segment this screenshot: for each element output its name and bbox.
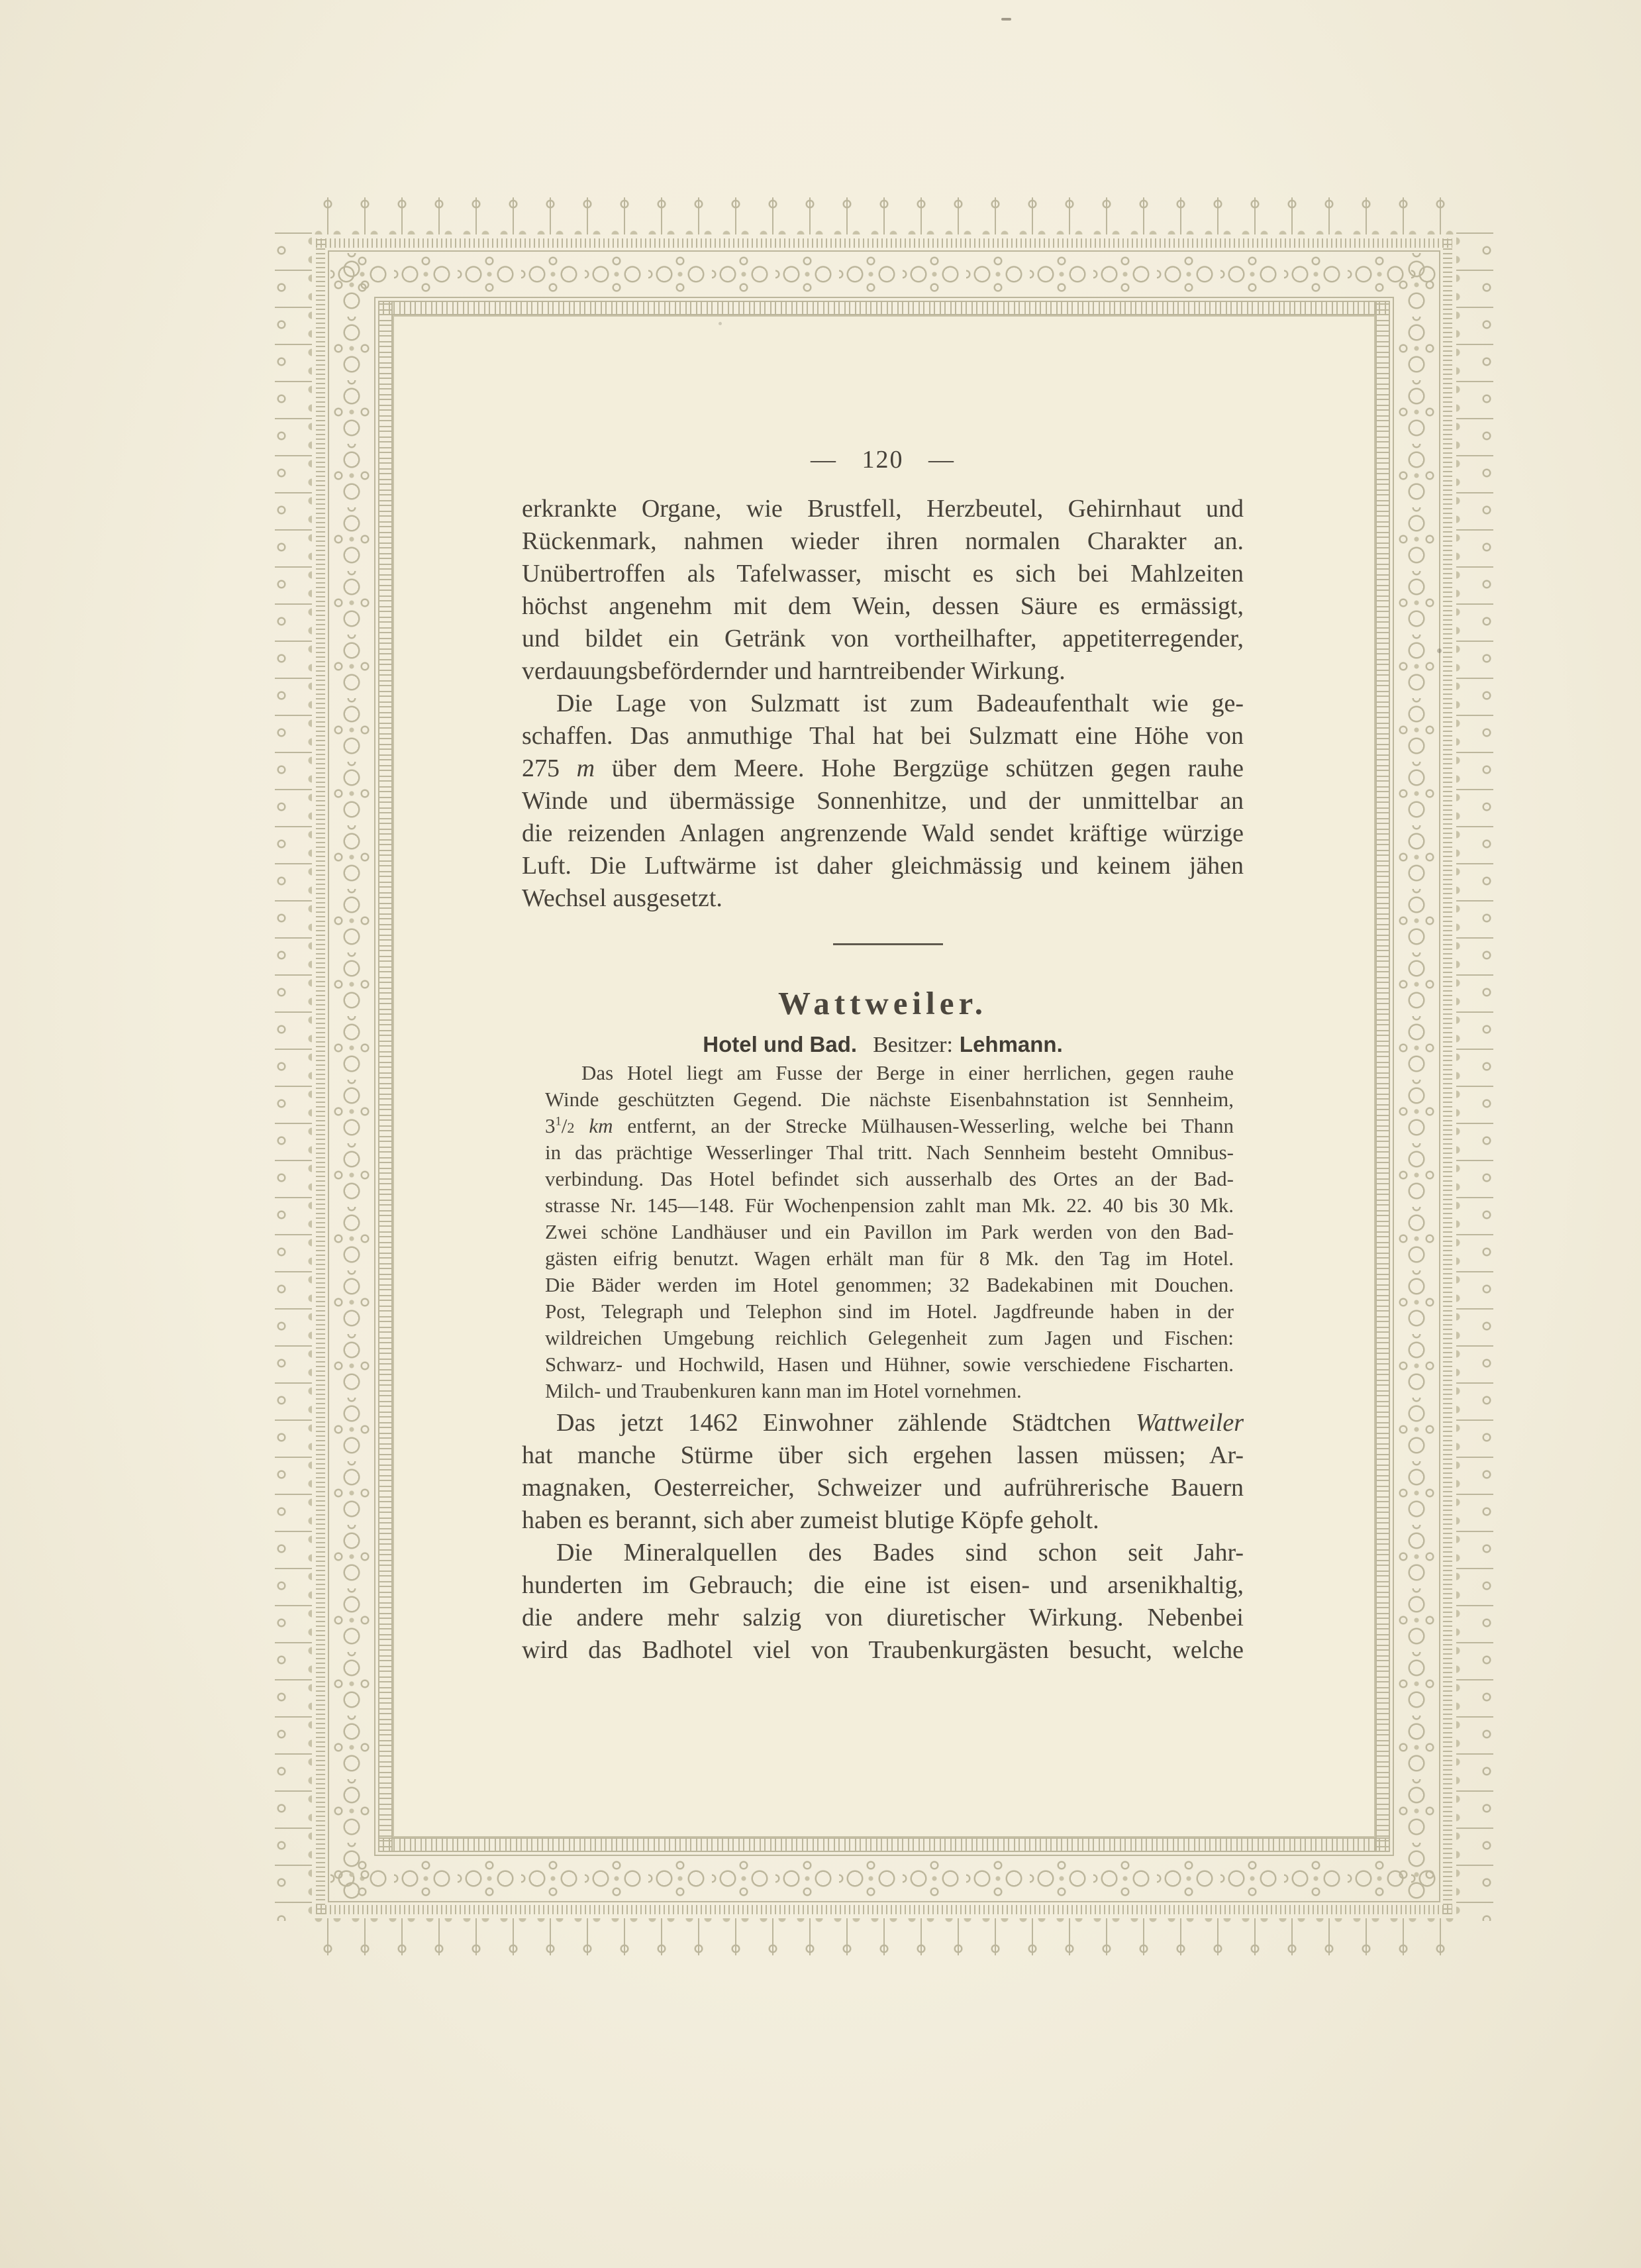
- text-segment: 3: [545, 1114, 556, 1137]
- text-line: [522, 1569, 1244, 1602]
- text-line: [522, 850, 1244, 882]
- text-segment: wird das Badhotel viel von Traubenkurgästen besucht, welche: [522, 1636, 1244, 1664]
- text-segment: Wechsel ausgesetzt.: [522, 884, 722, 912]
- text-segment: Winde und übermässige Sonnenhitze, und der unmittelbar an: [522, 787, 1244, 815]
- text-line: [522, 1537, 1244, 1569]
- text-line: [545, 1219, 1234, 1245]
- text-segment: Zwei schöne Landhäuser und ein Pavillon im Park werden von den Bad-: [545, 1220, 1234, 1243]
- scan-speck: [1437, 648, 1442, 653]
- text-line: [522, 817, 1244, 850]
- text-segment: 2: [567, 1119, 575, 1136]
- text-line: [522, 655, 1244, 688]
- text-line: [522, 720, 1244, 752]
- text-line: [545, 1245, 1234, 1272]
- text-segment: gästen eifrig benutzt. Wagen erhält man für 8 Mk. den Tag im Hotel.: [545, 1247, 1234, 1270]
- text-line: [522, 1602, 1244, 1634]
- text-segment: Die Bäder werden im Hotel genommen; 32 Badekabinen mit Douchen.: [545, 1273, 1234, 1296]
- body-text-upper: [522, 493, 1244, 915]
- text-line: [522, 623, 1244, 655]
- text-line: [522, 1407, 1244, 1439]
- text-segment: [575, 1114, 589, 1137]
- hotel-name-label: Hotel und Bad.: [703, 1032, 858, 1057]
- text-segment: Winde geschützten Gegend. Die nächste Eisenbahnstation ist Sennheim,: [545, 1088, 1234, 1111]
- text-line: [522, 1439, 1244, 1472]
- text-segment: km: [589, 1114, 613, 1137]
- text-segment: hat manche Stürme über sich ergehen lassen müssen; Ar-: [522, 1441, 1244, 1469]
- text-segment: Die Lage von Sulzmatt ist zum Badeaufenthalt wie ge-: [556, 690, 1244, 717]
- paragraph: [522, 688, 1244, 915]
- text-line: [545, 1298, 1234, 1325]
- owner-label: Besitzer:: [873, 1033, 953, 1057]
- text-line: [522, 1504, 1244, 1537]
- scan-speck: [1001, 18, 1011, 21]
- text-line: [522, 752, 1244, 785]
- text-segment: verdauungsbefördernder und harntreibender Wirkung.: [522, 657, 1066, 685]
- text-line: [545, 1166, 1234, 1192]
- owner-name: Lehmann.: [959, 1032, 1063, 1057]
- border-floral-band-right: [1395, 253, 1438, 1900]
- text-segment: /: [561, 1114, 568, 1137]
- section-subheading: [522, 1032, 1244, 1058]
- body-text-small-print: [545, 1060, 1234, 1404]
- text-segment: Das Hotel liegt am Fusse der Berge in einer herrlichen, gegen rauhe: [581, 1061, 1234, 1084]
- scan-speck: [719, 322, 722, 325]
- text-line: [545, 1378, 1234, 1404]
- paragraph: [545, 1060, 1234, 1404]
- text-line: [522, 688, 1244, 720]
- text-line: [545, 1325, 1234, 1351]
- text-segment: Schwarz- und Hochwild, Hasen und Hühner, sowie verschiedene Fischarten.: [545, 1353, 1234, 1376]
- border-pin-fringe-bottom: [309, 1918, 1459, 1955]
- text-segment: Post, Telegraph und Telephon sind im Hotel. Jagdfreunde haben in der: [545, 1300, 1234, 1323]
- text-segment: Milch- und Traubenkuren kann man im Hotel vornehmen.: [545, 1379, 1022, 1402]
- text-segment: magnaken, Oesterreicher, Schweizer und aufrührerische Bauern: [522, 1474, 1244, 1502]
- paragraph: [522, 1537, 1244, 1667]
- border-hatch-band-bottom: [316, 1905, 1452, 1914]
- text-segment: und bildet ein Getränk von vortheilhafter, appetiterregender,: [522, 625, 1244, 652]
- text-segment: über dem Meere. Hohe Bergzüge schützen gegen rauhe: [595, 754, 1244, 782]
- border-greek-key-band-left: [378, 301, 393, 1852]
- text-segment: wildreichen Umgebung reichlich Gelegenheit zum Jagen und Fischen:: [545, 1326, 1234, 1349]
- border-greek-key-band-right: [1375, 301, 1390, 1852]
- border-floral-band-top: [330, 253, 1438, 295]
- text-segment: in das prächtige Wesserlinger Thal tritt. Nach Sennheim besteht Omnibus-: [545, 1141, 1234, 1164]
- text-line: [545, 1192, 1234, 1219]
- border-floral-band-bottom: [330, 1857, 1438, 1900]
- text-segment: 1: [555, 1114, 562, 1129]
- page-number: — 120 —: [811, 446, 955, 474]
- text-segment: Unübertroffen als Tafelwasser, mischt es sich bei Mahlzeiten: [522, 560, 1244, 588]
- border-hatch-band-left: [316, 238, 325, 1914]
- text-line: [522, 525, 1244, 558]
- text-segment: strasse Nr. 145—148. Für Wochenpension zahlt man Mk. 22. 40 bis 30 Mk.: [545, 1194, 1234, 1217]
- body-text-lower: [522, 1407, 1244, 1667]
- text-line: [522, 785, 1244, 817]
- text-line: [545, 1139, 1234, 1166]
- text-line: [545, 1060, 1234, 1086]
- text-segment: Luft. Die Luftwärme ist daher gleichmässig und keinem jähen: [522, 852, 1244, 880]
- text-line: [522, 1472, 1244, 1504]
- border-greek-key-band-top: [378, 301, 1390, 315]
- text-segment: erkrankte Organe, wie Brustfell, Herzbeutel, Gehirnhaut und: [522, 495, 1244, 523]
- text-line: [545, 1113, 1234, 1139]
- text-line: [522, 1634, 1244, 1667]
- text-segment: haben es berannt, sich aber zumeist blutige Köpfe geholt.: [522, 1506, 1099, 1534]
- border-floral-band-left: [330, 253, 373, 1900]
- text-segment: Die Mineralquellen des Bades sind schon seit Jahr-: [556, 1539, 1244, 1567]
- paragraph: [522, 493, 1244, 688]
- text-segment: 275: [522, 754, 577, 782]
- text-line: [522, 558, 1244, 590]
- text-segment: entfernt, an der Strecke Mülhausen-Wesserling, welche bei Thann: [613, 1114, 1234, 1137]
- text-segment: schaffen. Das anmuthige Thal hat bei Sulzmatt eine Höhe von: [522, 722, 1244, 750]
- text-segment: Wattweiler: [1135, 1409, 1244, 1437]
- border-pin-fringe-right: [1456, 232, 1493, 1921]
- text-segment: höchst angenehm mit dem Wein, dessen Säure es ermässigt,: [522, 592, 1244, 620]
- text-line: [522, 590, 1244, 623]
- text-segment: m: [576, 754, 595, 782]
- text-segment: Rückenmark, nahmen wieder ihren normalen Charakter an.: [522, 527, 1244, 555]
- text-line: [545, 1086, 1234, 1113]
- paragraph: [522, 1407, 1244, 1537]
- border-pin-fringe-top: [309, 197, 1459, 234]
- text-segment: verbindung. Das Hotel befindet sich ausserhalb des Ortes an der Bad-: [545, 1167, 1234, 1190]
- text-line: [522, 882, 1244, 915]
- section-heading: Wattweiler.: [777, 985, 988, 1021]
- text-line: [522, 493, 1244, 525]
- text-segment: die andere mehr salzig von diuretischer Wirkung. Nebenbei: [522, 1604, 1244, 1631]
- text-segment: Das jetzt 1462 Einwohner zählende Städtchen: [556, 1409, 1136, 1437]
- text-line: [545, 1351, 1234, 1378]
- border-greek-key-band-bottom: [378, 1837, 1390, 1852]
- border-pin-fringe-left: [275, 232, 312, 1921]
- text-segment: die reizenden Anlagen angrenzende Wald sendet kräftige würzige: [522, 819, 1244, 847]
- border-hatch-band-right: [1443, 238, 1452, 1914]
- section-divider: [833, 943, 943, 945]
- text-line: [545, 1272, 1234, 1298]
- border-hatch-band-top: [316, 238, 1452, 248]
- text-segment: hunderten im Gebrauch; die eine ist eisen- und arsenikhaltig,: [522, 1571, 1244, 1599]
